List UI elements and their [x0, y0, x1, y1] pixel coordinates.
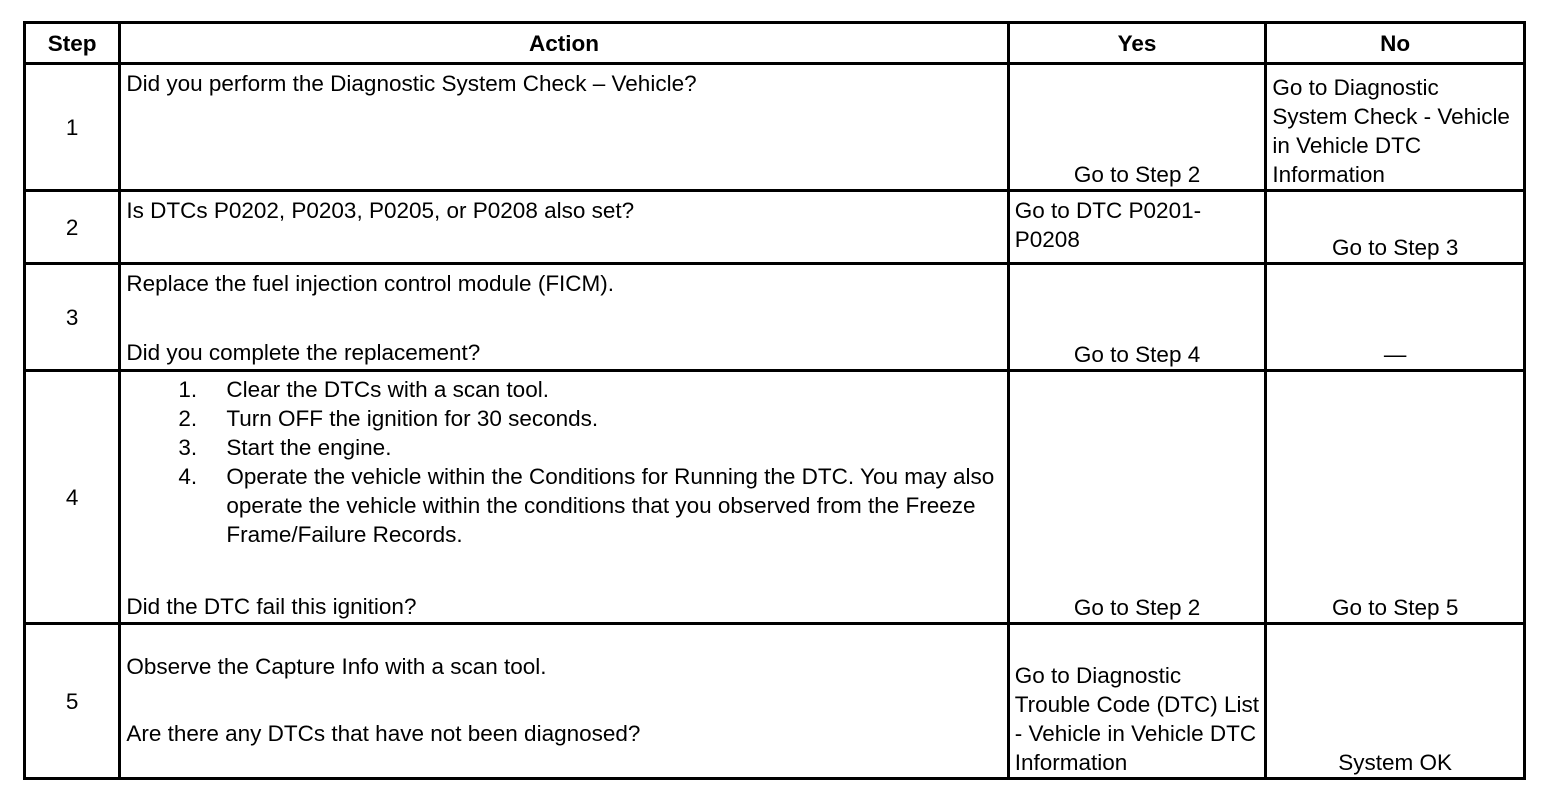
action-question: Did the DTC fail this ignition? — [126, 594, 417, 619]
header-no: No — [1266, 23, 1525, 64]
substep-number: 4. — [178, 464, 198, 489]
table-row — [25, 191, 1525, 264]
substep-text: Operate the vehicle within the Conditions for Running the DTC. You may also operate the vehicle within the conditions that you observed from the Freeze Frame/Failure Records. — [226, 464, 995, 547]
table-row — [25, 64, 1525, 191]
action-cell — [120, 371, 1008, 624]
header-action: Action — [120, 23, 1008, 64]
action-text: Replace the fuel injection control module (FICM). — [126, 271, 615, 296]
action-text: Did you perform the Diagnostic System Check – Vehicle? — [126, 71, 697, 96]
table-row — [25, 264, 1525, 371]
no-cell: — — [1266, 264, 1525, 371]
step-number: 1 — [25, 64, 120, 191]
yes-cell: Go to Step 2 — [1008, 371, 1266, 624]
step-number: 5 — [25, 624, 120, 779]
yes-cell: Go to Step 2 — [1008, 64, 1266, 191]
step-number: 3 — [25, 264, 120, 371]
action-text: Observe the Capture Info with a scan tool. — [126, 654, 547, 679]
yes-cell: Go to Step 4 — [1008, 264, 1266, 371]
action-cell — [120, 624, 1008, 779]
table-row — [25, 624, 1525, 779]
no-cell: Go to Diagnostic System Check - Vehicle in Vehicle DTC Information — [1266, 64, 1525, 191]
yes-cell: Go to DTC P0201-P0208 — [1008, 191, 1266, 264]
substep-item — [126, 462, 1002, 549]
no-cell: System OK — [1266, 624, 1525, 779]
table-row — [25, 371, 1525, 624]
step-number: 4 — [25, 371, 120, 624]
substep-list — [126, 375, 1002, 549]
action-text: Is DTCs P0202, P0203, P0205, or P0208 also set? — [126, 198, 635, 223]
action-question: Are there any DTCs that have not been diagnosed? — [126, 721, 641, 746]
action-cell — [120, 264, 1008, 371]
no-cell: Go to Step 5 — [1266, 371, 1525, 624]
substep-text: Turn OFF the ignition for 30 seconds. — [226, 406, 599, 431]
diagnostic-table — [23, 21, 1526, 780]
header-row — [25, 23, 1525, 64]
substep-item — [126, 375, 1002, 404]
substep-text: Start the engine. — [226, 435, 392, 460]
action-cell — [120, 64, 1008, 191]
substep-text: Clear the DTCs with a scan tool. — [226, 377, 549, 402]
substep-number: 2. — [178, 406, 198, 431]
yes-cell: Go to Diagnostic Trouble Code (DTC) List - Vehicle in Vehicle DTC Information — [1008, 624, 1266, 779]
substep-number: 1. — [178, 377, 198, 402]
header-yes: Yes — [1008, 23, 1266, 64]
action-cell — [120, 191, 1008, 264]
no-cell: Go to Step 3 — [1266, 191, 1525, 264]
substep-item — [126, 404, 1002, 433]
header-step: Step — [25, 23, 120, 64]
substep-number: 3. — [178, 435, 198, 460]
substep-item — [126, 433, 1002, 462]
step-number: 2 — [25, 191, 120, 264]
action-question: Did you complete the replacement? — [126, 340, 481, 365]
